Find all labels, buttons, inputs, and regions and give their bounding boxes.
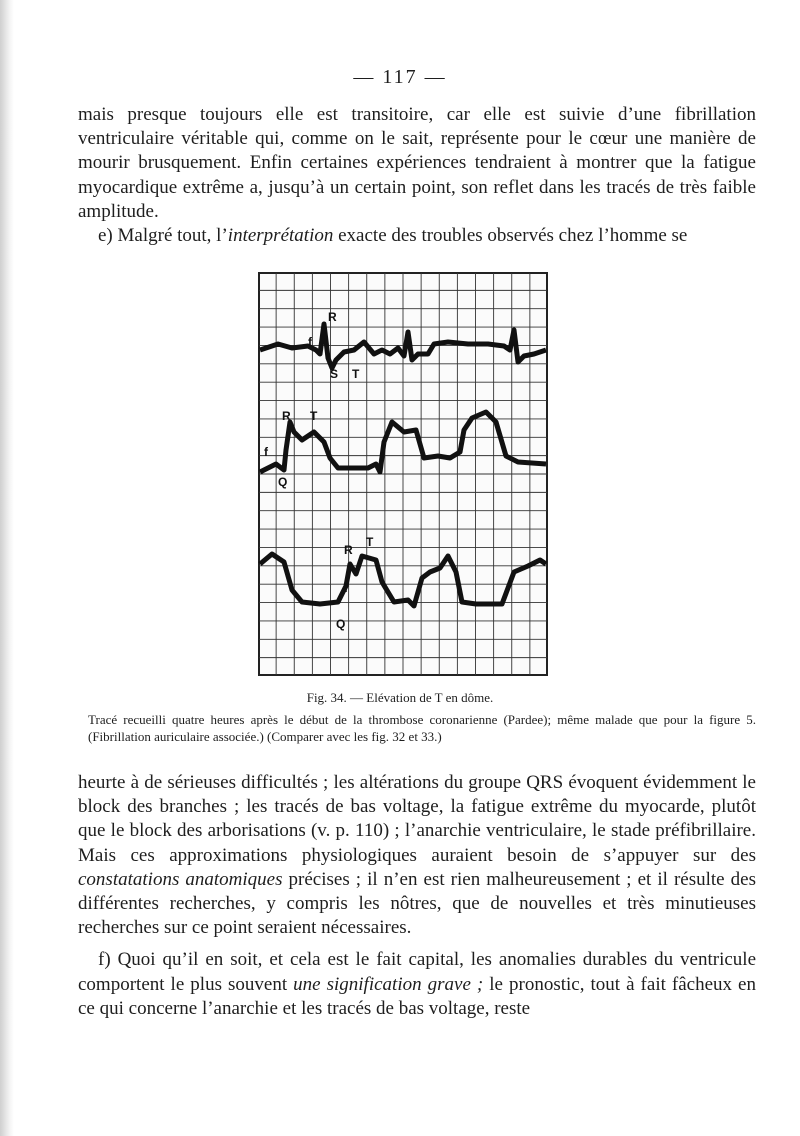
ecg-label-s-1: S xyxy=(330,367,339,381)
paragraph-text: mais presque toujours elle est transitoire, car elle est suivie d’une fibrillation ventriculaire véritable qui, comme on le sait, représente pour le cœur une manière de mourir brusquement. Enfin certaines expériences tendraient à montrer que la fatigue myocardique extrême a, jusqu’à un certain point, son reflet dans les tracés de très faible amplitude. xyxy=(78,104,756,222)
italic-term-interpretation: interprétation xyxy=(227,225,334,247)
page-number: — 117 — xyxy=(353,66,447,88)
ecg-label-f-1: f xyxy=(308,335,312,349)
paragraph-text: f) Quoi qu’il en soit, et cela est le fait capital, les anomalies durables du ventricule comportent le plus souvent xyxy=(78,949,756,995)
bottom-text-block xyxy=(78,771,756,1021)
paragraph-interpretation xyxy=(78,224,756,248)
paragraph-prognosis xyxy=(78,948,756,1021)
top-text-block xyxy=(78,103,756,248)
ecg-label-r-3: R xyxy=(344,543,353,557)
italic-term-constatations: constatations anatomiques xyxy=(78,868,283,890)
ecg-label-q-2: Q xyxy=(278,475,288,489)
paragraph-difficulties xyxy=(78,771,756,940)
ecg-label-t-1: T xyxy=(352,367,360,381)
italic-term-signification: une signification grave ; xyxy=(293,973,484,995)
ecg-label-f-2: f xyxy=(264,445,268,459)
paragraph-prefix: e) Malgré tout, l’ xyxy=(98,225,228,247)
ecg-label-r-2: R xyxy=(282,409,291,423)
figure-caption-title: Fig. 34. — Elévation de T en dôme. xyxy=(306,690,494,705)
ecg-label-r-1: R xyxy=(328,310,337,324)
paragraph-text: précises ; il n’en est rien malheureusement ; et il résulte des différentes recherches, y compris les nôtres, que de nouvelles et très minutieuses recherches sur ce point seraient nécessaires. xyxy=(78,868,756,939)
figure-caption-body: Tracé recueilli quatre heures après le début de la thrombose coronarienne (Pardee); même malade que pour la figure 5. (Fibrillation auriculaire associée.) (Comparer avec les fig. 32 et 33.) xyxy=(88,712,756,744)
paragraph-text: exacte des troubles observés chez l’homme se xyxy=(333,225,688,247)
ecg-figure xyxy=(258,272,548,676)
paragraph-text: le pronostic, tout à fait fâcheux en ce qui concerne l’anarchie et les tracés de bas voltage, reste xyxy=(78,973,756,1019)
ecg-label-t-3: T xyxy=(366,535,374,549)
ecg-label-f-3: f xyxy=(344,581,348,595)
ecg-tracing-graphic xyxy=(258,272,548,676)
ecg-label-q-3: Q xyxy=(336,617,346,631)
ecg-label-t-2: T xyxy=(310,409,318,423)
paragraph-fibrillation xyxy=(78,103,756,224)
scan-edge-shadow xyxy=(0,0,14,1136)
paragraph-text: heurte à de sérieuses difficultés ; les altérations du groupe QRS évoquent évidemment le block des branches ; les tracés de bas voltage, la fatigue extrême du myocarde, plutôt que le block des arborisations (v. p. 110) ; l’anarchie ventriculaire, le stade préfibrillaire. Mais ces approximations physiologiques auraient besoin de s’appuyer sur des xyxy=(78,772,756,866)
